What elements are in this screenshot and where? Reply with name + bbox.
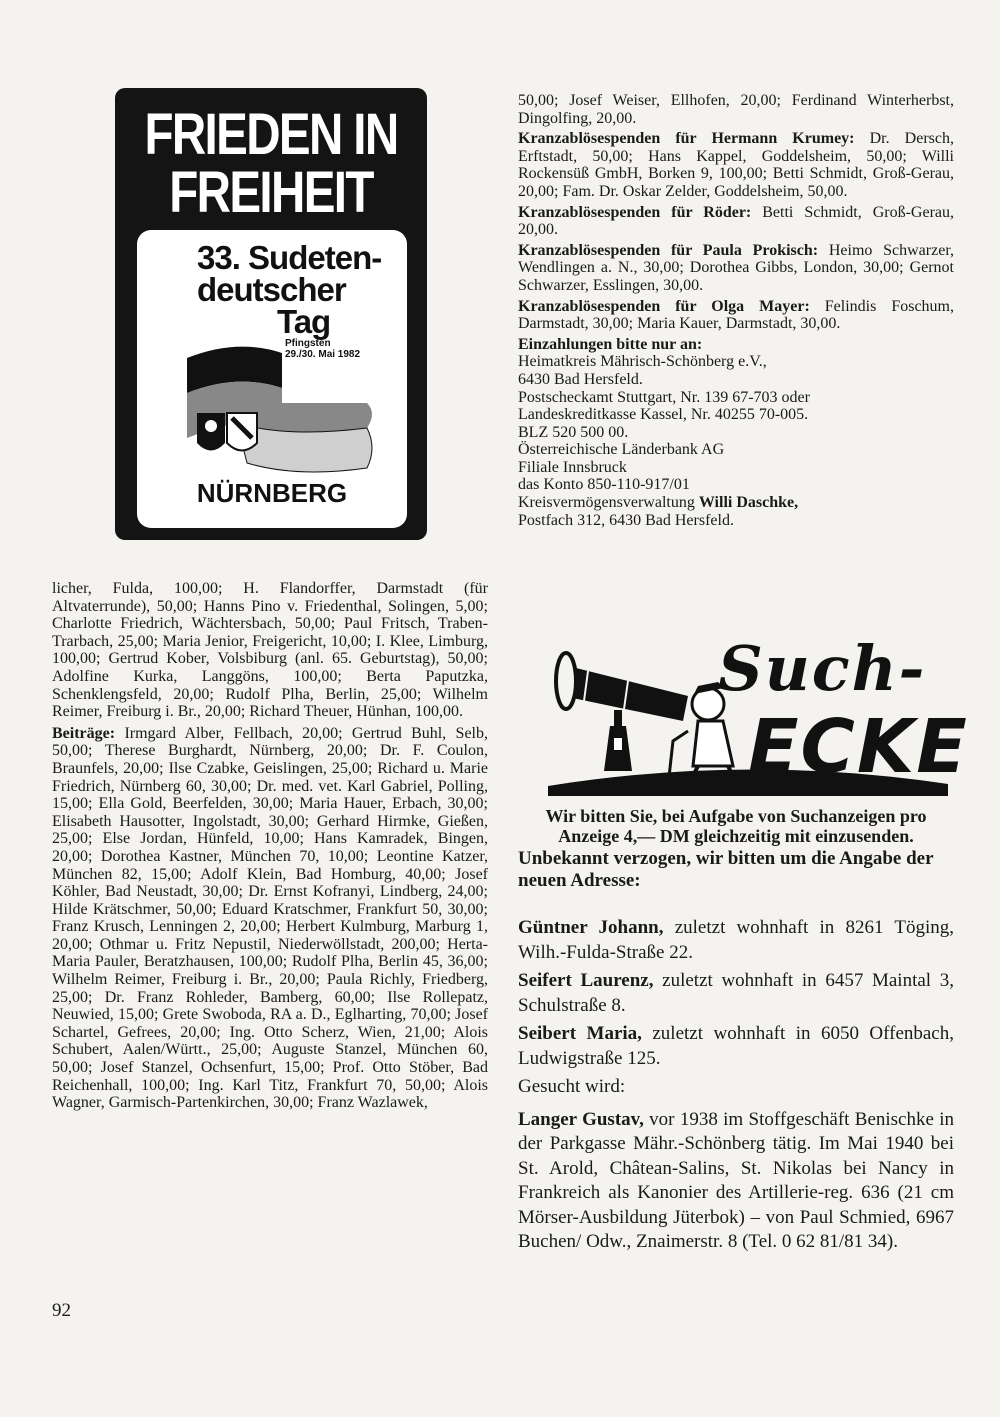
search-entry-text: zuletzt wohnhaft in 8261 Töging, Wilh.-Fulda-Straße 22. xyxy=(518,917,955,963)
poster-city: NÜRNBERG xyxy=(196,478,348,508)
search-entry-text: zuletzt wohnhaft in 6050 Offenbach, Ludwigstraße 125. xyxy=(518,1023,954,1069)
poster-subtitle-line1: 33. Sudeten- xyxy=(197,239,382,276)
page-number: 92 xyxy=(52,1300,71,1321)
payment-line: 6430 Bad Hersfeld. xyxy=(518,370,643,388)
search-entry-text: zuletzt wohnhaft in 6457 Maintal 3, Schulstraße 8. xyxy=(518,970,954,1016)
right-column xyxy=(518,92,954,529)
wanted-text: vor 1938 im Stoffgeschäft Benischke in der Parkgasse Mähr.-Schönberg tätig. Im Mai 1940 bei St. Arold, Châtean-Salins, St. Nikolas bei Nancy in Frankreich als Kanonier des Artillerie-reg. 636 (21 cm Mörser-Ausbildung Jüterbok) – von Paul Schmied, 6967 Buchen/ Odw., Znaimerstr. 8 (Tel. 0 62 81/81 34). xyxy=(518,1108,955,1252)
poster-headline xyxy=(143,102,399,225)
poster-subtitle-line3: Tag xyxy=(277,303,331,340)
poster-panel xyxy=(137,230,407,528)
roeder-label: Kranzablösespenden für Röder: xyxy=(518,203,752,221)
prokisch-text: Heimo Schwarzer, Wendlingen a. N., 30,00; Dorothea Gibbs, London, 30,00; Gernot Schwarzer, Esslingen, 30,00. xyxy=(518,241,955,294)
such-ecke-graphic xyxy=(548,626,969,796)
mayer-label: Kranzablösespenden für Olga Mayer: xyxy=(518,297,810,315)
beitraege-label: Beiträge: xyxy=(52,724,116,742)
payment-line: BLZ 520 500 00. xyxy=(518,423,629,441)
mayer-paragraph xyxy=(518,298,954,333)
search-entry xyxy=(518,1022,954,1071)
payment-admin-name: Willi Daschke, xyxy=(698,494,799,512)
poster-date-line1: Pfingsten xyxy=(285,338,331,349)
search-entry xyxy=(518,916,954,965)
wanted-name: Langer Gustav, xyxy=(518,1108,644,1130)
wanted-entry xyxy=(518,1108,954,1255)
gesucht-label: Gesucht wird: xyxy=(518,1076,626,1097)
roeder-paragraph xyxy=(518,204,954,239)
search-list xyxy=(518,916,954,1259)
search-entry-name: Seifert Laurenz, xyxy=(518,970,654,991)
payment-line: Postscheckamt Stuttgart, Nr. 139 67-703 oder xyxy=(518,388,810,406)
krumey-paragraph xyxy=(518,130,954,200)
search-entry-name: Güntner Johann, xyxy=(518,917,664,938)
prokisch-label: Kranzablösespenden für Paula Prokisch: xyxy=(518,241,819,259)
right-intro: 50,00; Josef Weiser, Ellhofen, 20,00; Ferdinand Winterherbst, Dingolfing, 20,00. xyxy=(518,92,954,127)
payment-admin-prefix: Kreisvermögensverwaltung xyxy=(518,494,699,512)
payment-line: Österreichische Länderbank AG xyxy=(518,441,725,459)
poster-date-line2: 29./30. Mai 1982 xyxy=(285,349,361,360)
poster-date xyxy=(285,338,360,360)
beitraege-text: Irmgard Alber, Fellbach, 20,00; Gertrud Buhl, Selb, 50,00; Therese Burghardt, Nürnberg, 20,00; Dr. F. Coulon, Braunfels, 20,00; Ilse Czabke, Geislingen, 25,00; Richard u. Marie Friedrich, Nürnberg 60, 30,00; Dr. med. vet. Karl Gabriel, Polling, 15,00; Ella Gold, Beerfelden, 30,00; Maria Hauer, Erbach, 30,00; Elisabeth Hausotter, Ingolstadt, 30,00; Gerhard Hirmke, Gießen, 25,00; Else Jordan, Hünfeld, 10,00; Hans Kamradek, Bingen, 20,00; Dorothea Kastner, München 70, 10,00; Leontine Katzer, München 82, 15,00; Adolf Klein, Bad Homburg, 40,00; Josef Köhler, Bad Neustadt, 30,00; Dr. Ernst Kofranyi, Lindberg, 24,00; Hilde Krätschmer, 50,00; Eduard Kratschmer, Frankfurt 50, 30,00; Franz Krusch, Lenningen 2, 20,00; Herbert Kulmburg, Marburg 1, 20,00; Othmar u. Fritz Nepustil, Niederwöllstadt, 200,00; Herta-Maria Pauler, Beratzhausen, 100,00; Rudolf Plha, Berlin 45, 36,00; Wilhelm Reimer, Freiburg i. Br., 20,00; Paula Richly, Friedberg, 25,00; Dr. Franz Rohleder, Bamberg, 60,00; Ilse Rollepatz, Neuwied, 15,00; Grete Swoboda, RA a. D., Eglharting, 70,00; Josef Schartel, Gefrees, 20,00; Ing. Otto Scherz, Wien, 21,00; Alois Schubert, Aalen/Württ., 25,00; Auguste Stanzel, München 60, 50,00; Josef Stanzel, Ochsenfurt, 15,00; Prof. Otto Stöber, Bad Reichenhall, 100,00; Ing. Karl Titz, Frankfurt 70, 50,00; Alois Wagner, Garmisch-Partenkirchen, 30,00; Franz Wazlawek, xyxy=(52,724,488,1112)
payment-label: Einzahlungen bitte nur an: xyxy=(518,335,703,353)
donation-list-continued: licher, Fulda, 100,00; H. Flandorffer, Darmstadt (für Altvaterrunde), 50,00; Hanns Pino v. Friedenthal, Solingen, 5,00; Charlotte Friedrich, Wächtersbach, 50,00; Paul Fritsch, Traben-Trarbach, 25,00; Maria Jenior, Freigericht, 10,00; I. Klee, Limburg, 100,00; Gertrud Kober, Volsbiburg (anl. 65. Geburtstag), 50,00; Adolfine Kurka, Langgöns, 100,00; Berta Paputzka, Schenklengsfeld, 20,00; Rudolf Plha, Berlin, 25,00; Wilhelm Reimer, Freiburg i. Br., 20,00; Richard Theuer, Hünhan, 100,00. xyxy=(52,580,488,721)
search-entry xyxy=(518,969,954,1018)
payment-line: Filiale Innsbruck xyxy=(518,458,627,476)
payment-address: Postfach 312, 6430 Bad Hersfeld. xyxy=(518,511,734,529)
such-ecke-title: Such- xyxy=(718,632,927,705)
poster-headline-line1: FRIEDEN IN xyxy=(144,102,398,167)
roeder-text: Betti Schmidt, Groß-Gerau, 20,00. xyxy=(518,203,954,239)
payment-line: Landeskreditkasse Kassel, Nr. 40255 70-005. xyxy=(518,406,809,424)
coat-of-arms-icon xyxy=(197,413,257,451)
poster-subtitle-line2: deutscher xyxy=(197,271,346,308)
event-poster xyxy=(115,88,427,540)
poster-headline-line2: FREIHEIT xyxy=(169,160,373,225)
beitraege-paragraph xyxy=(52,725,488,1112)
payment-block xyxy=(518,336,954,530)
payment-line: das Konto 850-110-917/01 xyxy=(518,476,690,494)
prokisch-paragraph xyxy=(518,242,954,295)
krumey-label: Kranzablösespenden für Hermann Krumey: xyxy=(518,130,855,148)
left-column xyxy=(52,580,488,1112)
notice-block xyxy=(518,806,954,892)
search-entry-name: Seibert Maria, xyxy=(518,1023,642,1044)
mayer-text: Felindis Foschum, Darmstadt, 30,00; Maria Kauer, Darmstadt, 30,00. xyxy=(518,297,954,333)
notice-request: Wir bitten Sie, bei Aufgabe von Suchanzeigen pro Anzeige 4,— DM gleichzeitig mit einzusenden. xyxy=(545,806,927,846)
payment-line: Heimatkreis Mährisch-Schönberg e.V., xyxy=(518,353,767,371)
krumey-text: Dr. Dersch, Erftstadt, 50,00; Hans Kappel, Goddelsheim, 50,00; Willi Rockensüß GmbH, Borken 9, 100,00; Betti Schmidt, Groß-Gerau, 20,00; Fam. Dr. Oskar Zelder, Goddelsheim, 50,00. xyxy=(518,130,954,200)
notice-unknown-address: Unbekannt verzogen, wir bitten um die Angabe der neuen Adresse: xyxy=(518,848,934,891)
such-ecke-subtitle: ECKE xyxy=(748,704,969,790)
